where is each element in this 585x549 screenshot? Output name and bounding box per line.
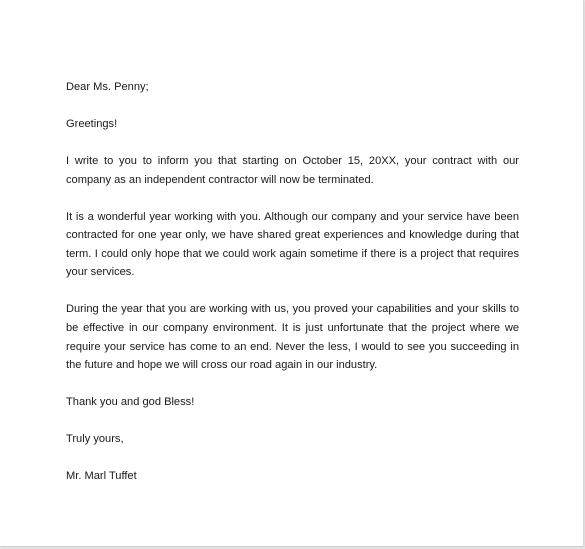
letter-signature: Mr. Marl Tuffet [66,470,137,483]
letter-body [66,78,519,504]
letter-greeting: Greetings! [66,117,118,130]
letter-salutation: Dear Ms. Penny; [66,81,149,93]
letter-closing: Truly yours, [66,433,124,446]
letter-paragraph-intro: I write to you to inform you that starting on October 15, 20XX, your contract with our company as an independent contractor will now be terminated. [66,154,519,186]
letter-thanks: Thank you and god Bless! [66,396,195,409]
letter-paragraph-appreciation: It is a wonderful year working with you. Although our company and your service have been contracted for one year only, we have shared great experiences and knowledge during that term. I could only hope that we could work again sometime if there is a project that requires your services. [66,210,519,279]
letter-paragraph-closing-remarks: During the year that you are working with us, you proved your capabilities and your skills to be effective in our company environment. It is just unfortunate that the project where we require your service has come to an end. Never the less, I would to see you succeeding in the future and hope we will cross our road again in our industry. [66,303,519,372]
